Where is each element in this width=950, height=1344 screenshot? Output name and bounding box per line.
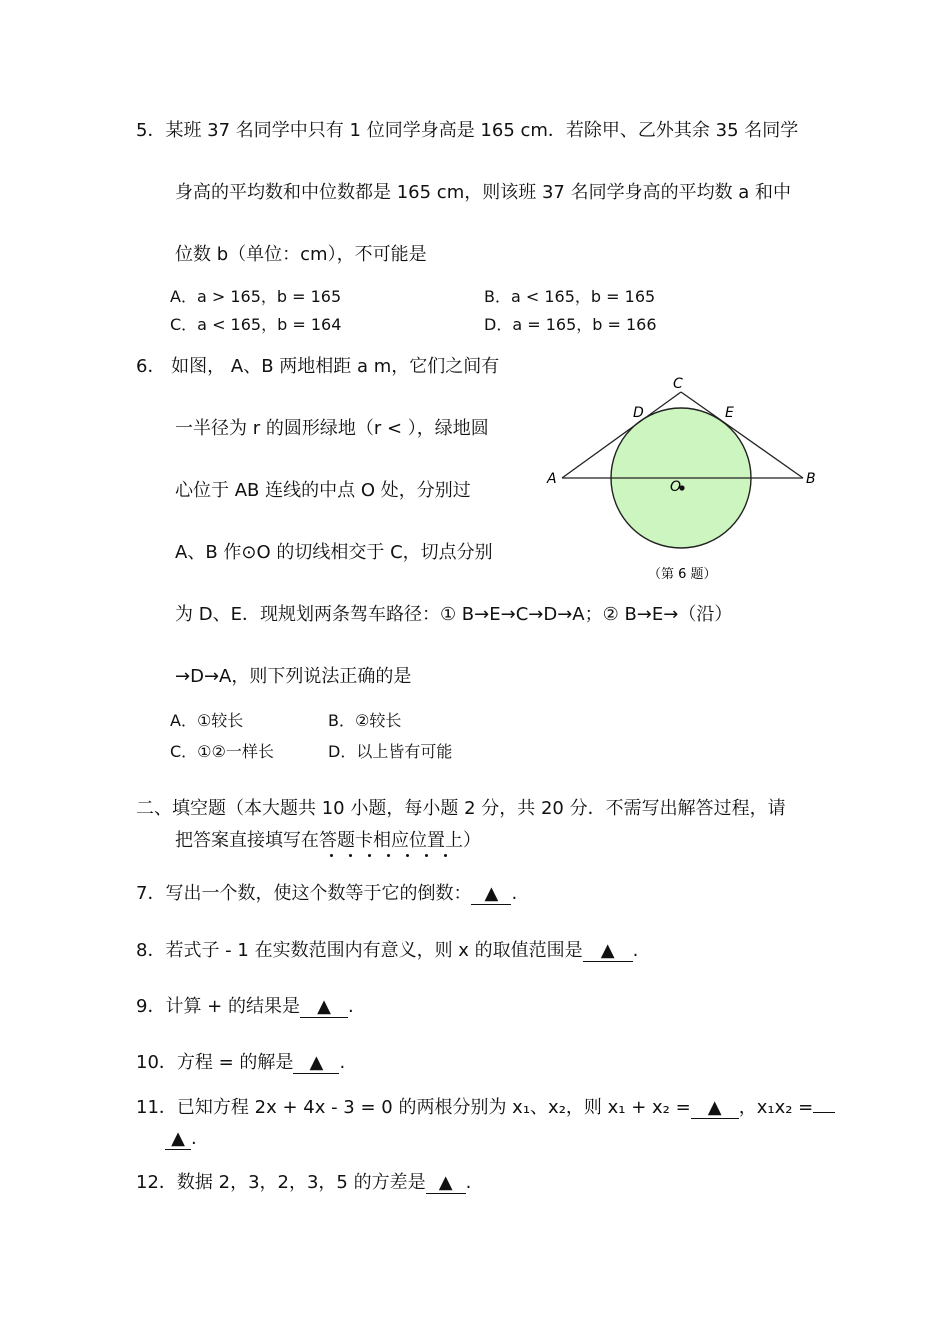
q6-option-a: A．①较长 [170,711,244,730]
q7-end: . [511,883,518,904]
label-c: C [673,376,683,392]
q6-line-1: 6． 如图， A、B 两地相距 a m，它们之间有 [136,356,500,377]
q12-text: 12．数据 2，3，2，3，5 的方差是 [136,1172,426,1193]
q10-text: 10．方程 = 的解是 [136,1052,294,1073]
label-b: B [806,471,816,487]
q10-end: . [339,1052,346,1073]
q11-line-1 [136,1096,835,1120]
section-2-heading-line-1: 二、填空题（本大题共 10 小题，每小题 2 分，共 20 分．不需写出解答过程，请 [136,798,786,819]
q6-line-4: A、B 作⊙O 的切线相交于 C，切点分别 [175,542,493,563]
q9 [136,995,354,1019]
q7-text: 7．写出一个数，使这个数等于它的倒数： [136,883,472,904]
q6-line-6: →D→A，则下列说法正确的是 [175,666,412,687]
q5-line-3: 位数 b（单位：cm），不可能是 [175,244,427,265]
q12-answer-blank: ▲ [426,1173,466,1194]
q11-line-2 [165,1127,197,1151]
q7 [136,882,517,906]
q9-text: 9．计算 + 的结果是 [136,996,300,1017]
q6-option-c: C．①②一样长 [170,742,274,761]
q8-text: 8．若式子 - 1 在实数范围内有意义，则 x 的取值范围是 [136,940,583,961]
q5-option-d: D．a = 165，b = 166 [484,315,657,334]
q11-end: . [191,1128,197,1149]
section-2-heading-line-2: 把答案直接填写在答题卡相应位置上） [175,830,481,851]
q12 [136,1171,471,1195]
label-d: D [633,405,644,421]
q6-figure [540,370,830,590]
q6-line-2: 一半径为 r 的圆形绿地（r < ），绿地圆 [175,418,489,439]
label-a: A [547,471,557,487]
q10 [136,1051,345,1075]
q5-option-a: A．a > 165，b = 165 [170,287,342,306]
label-o: O [670,479,682,495]
q11-text: 11．已知方程 2x + 4x - 3 = 0 的两根分别为 x₁、x₂，则 x₁ + x₂ = [136,1097,691,1118]
q12-end: . [465,1172,472,1193]
q7-answer-blank: ▲ [471,884,511,905]
q5-line-2: 身高的平均数和中位数都是 165 cm，则该班 37 名同学身高的平均数 a 和中 [175,182,792,203]
q11-answer-blank-2: ▲ [165,1129,191,1150]
q6-option-b: B．②较长 [328,711,402,730]
q8-end: . [632,940,639,961]
q11-mid: ，x₁x₂ = [738,1097,814,1118]
q6-option-d: D．以上皆有可能 [328,742,453,761]
q8-answer-blank: ▲ [583,941,633,962]
q6-line-5: 为 D、E．现规划两条驾车路径：① B→E→C→D→A；② B→E→（沿） [175,604,733,625]
q8 [136,939,638,963]
q11-answer-blank-1: ▲ [691,1098,739,1119]
label-e: E [725,405,734,421]
q5-line-1: 5．某班 37 名同学中只有 1 位同学身高是 165 cm．若除甲、乙外其余 35 名同学 [136,120,799,141]
q9-answer-blank: ▲ [300,997,348,1018]
q5-option-b: B．a < 165，b = 165 [484,287,656,306]
q5-option-c: C．a < 165，b = 164 [170,315,342,334]
figure-caption: （第 6 题） [648,567,717,582]
q11-answer-blank-2-start [813,1112,835,1113]
q9-end: . [347,996,354,1017]
q10-answer-blank: ▲ [293,1053,339,1074]
q6-line-3: 心位于 AB 连线的中点 O 处，分别过 [175,480,471,501]
